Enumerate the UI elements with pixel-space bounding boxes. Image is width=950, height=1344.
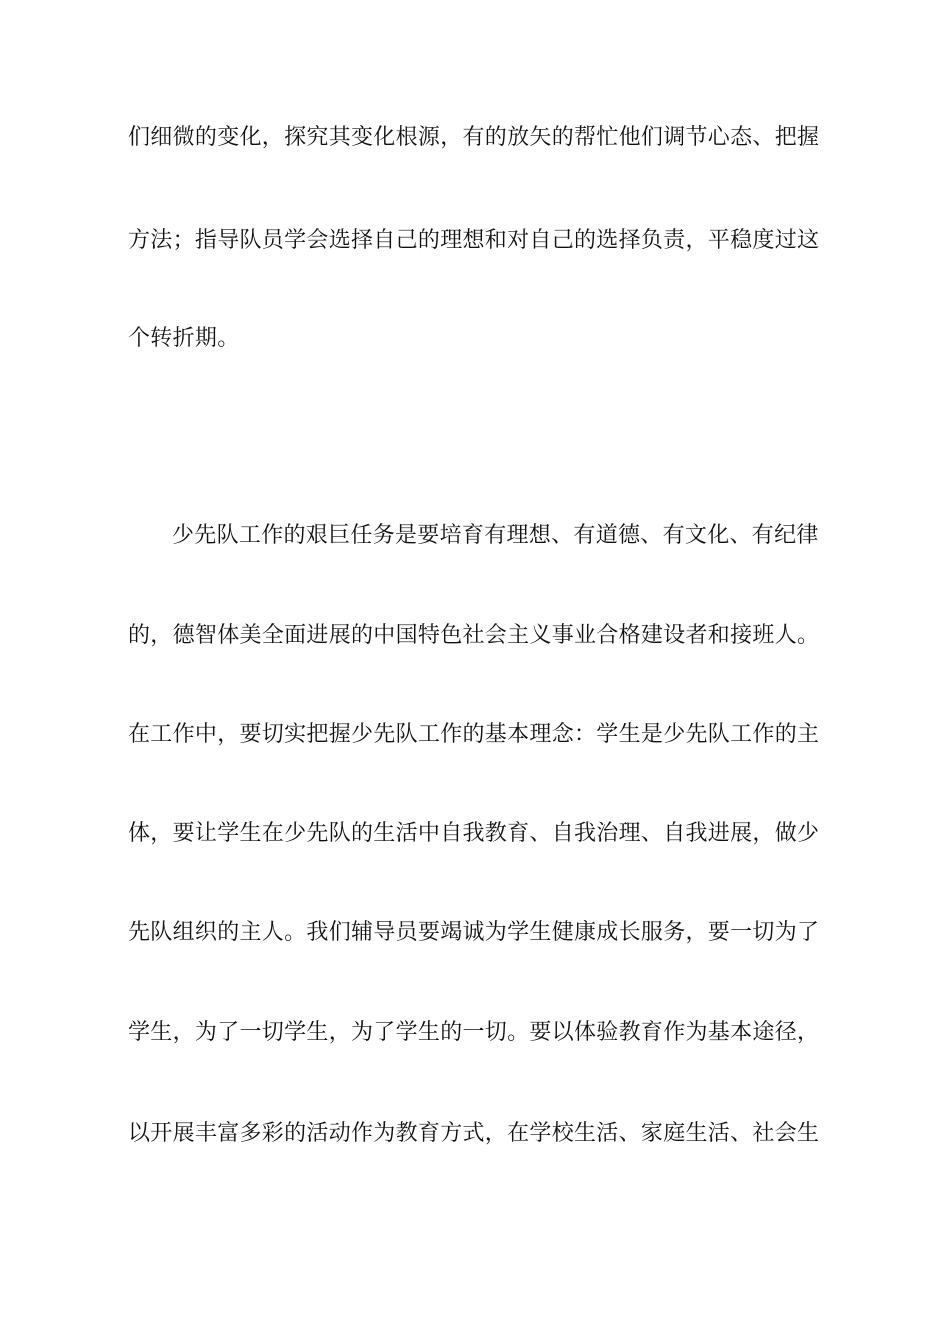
text-line: 体，要让学生在少先队的生活中自我教育、自我治理、自我进展，做少 (128, 821, 820, 846)
text-line: 先队组织的主人。我们辅导员要竭诚为学生健康成长服务，要一切为了 (128, 920, 820, 945)
text-line: 少先队工作的艰巨任务是要培育有理想、有道德、有文化、有纪律 (172, 523, 819, 548)
text-line: 们细微的变化，探究其变化根源，有的放矢的帮忙他们调节心态、把握 (128, 125, 820, 150)
text-line: 在工作中，要切实把握少先队工作的基本理念：学生是少先队工作的主 (128, 722, 820, 747)
text-line: 以开展丰富多彩的活动作为教育方式，在学校生活、家庭生活、社会生 (128, 1121, 820, 1146)
text-line: 个转折期。 (128, 326, 240, 351)
text-line: 的，德智体美全面进展的中国特色社会主义事业合格建设者和接班人。 (128, 623, 820, 648)
text-line: 学生，为了一切学生，为了学生的一切。要以体验教育作为基本途径， (128, 1020, 820, 1045)
text-line: 方法；指导队员学会选择自己的理想和对自己的选择负责，平稳度过这 (128, 228, 820, 253)
